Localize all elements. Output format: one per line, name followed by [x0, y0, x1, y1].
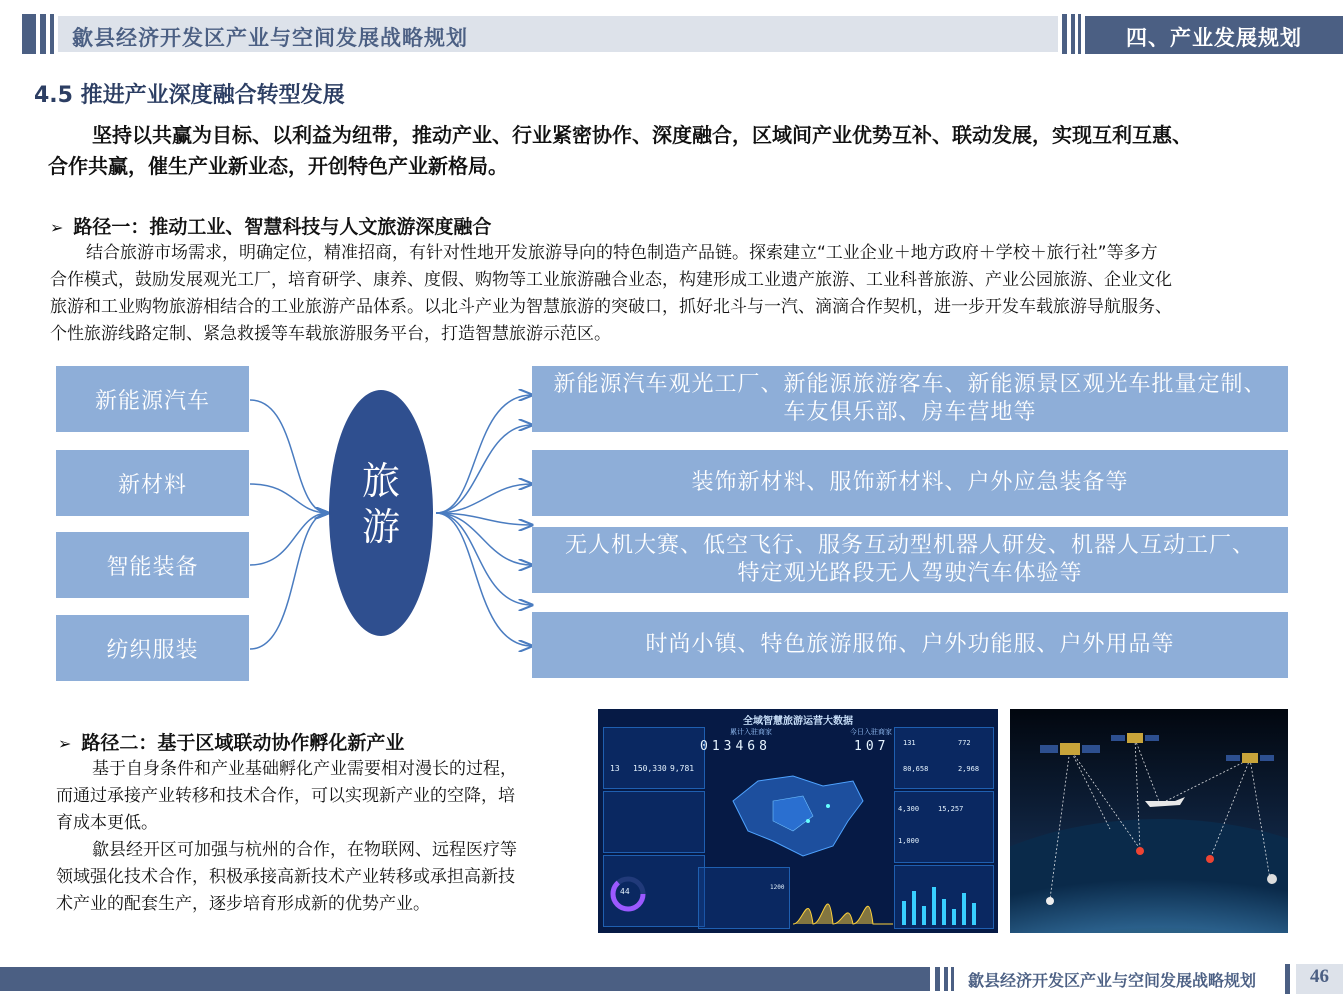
dashboard-title: 全域智慧旅游运营大数据: [743, 716, 853, 727]
header-stripe: [40, 14, 46, 54]
page-number: 46: [1310, 966, 1329, 987]
right-outcome-box: [532, 366, 1288, 432]
dashboard-stat: 150,330: [633, 764, 667, 773]
bullet-arrow-icon: ➢: [50, 218, 64, 237]
left-industry-box: 智能装备: [56, 532, 249, 598]
footer-stripe: [935, 967, 940, 991]
paragraph-line: 领域强化技术合作，积极承接高新技术产业转移或承担高新技: [56, 867, 515, 887]
route1-heading-text: 路径一：推动工业、智慧科技与人文旅游深度融合: [73, 216, 492, 238]
outcome-line: 特定观光路段无人驾驶汽车体验等: [737, 561, 1083, 586]
paragraph-line: 术产业的配套生产，逐步培育形成新的优势产业。: [56, 894, 430, 914]
paragraph-line: 结合旅游市场需求，明确定位，精准招商，有针对性地开发旅游导向的特色制造产品链。探索建立“工业企业＋地方政府＋学校＋旅行社”等多方: [86, 243, 1158, 263]
header-chapter-title: 四、产业发展规划: [1126, 26, 1302, 50]
paragraph-line: 而通过承接产业转移和技术合作，可以实现新产业的空降，培: [56, 786, 515, 806]
dashboard-stat: 1200: [770, 884, 785, 891]
paragraph-line: 歙县经开区可加强与杭州的合作，在物联网、远程医疗等: [92, 840, 517, 860]
intro-line: 坚持以共赢为目标、以利益为纽带，推动产业、行业紧密协作、深度融合，区域间产业优势互补、联动发展，实现互利互惠、: [92, 123, 1192, 147]
dashboard-gauge-value: 44: [620, 887, 630, 896]
paragraph-line: 个性旅游线路定制、紧急救援等车载旅游服务平台，打造智慧旅游示范区。: [50, 324, 611, 344]
route2-heading: [58, 728, 404, 755]
dashboard-stat: 15,257: [938, 805, 964, 813]
route2-heading-text: 路径二：基于区域联动协作孵化新产业: [81, 732, 405, 754]
dashboard-stat: 13: [610, 764, 620, 773]
dashboard-counter-label: 今日入驻商家: [850, 728, 892, 736]
route1-paragraph: [50, 240, 1300, 348]
dashboard-counter: 107: [854, 739, 890, 754]
outcome-line: 时尚小镇、特色旅游服饰、户外功能服、户外用品等: [645, 632, 1175, 657]
header-doc-title: 歙县经济开发区产业与空间发展战略规划: [72, 26, 468, 50]
dashboard-stat: 2,968: [958, 765, 980, 773]
paragraph-line: 合作模式，鼓励发展观光工厂，培育研学、康养、度假、购物等工业旅游融合业态，构建形成工业遗产旅游、工业科普旅游、产业公园旅游、企业文化: [50, 270, 1172, 290]
footer-stripe: [1285, 964, 1290, 994]
outcome-line: 无人机大赛、低空飞行、服务互动型机器人研发、机器人互动工厂、: [564, 533, 1255, 558]
left-industry-box: 纺织服装: [56, 615, 249, 681]
dashboard-panel: [894, 727, 994, 789]
dashboard-image: [598, 709, 998, 933]
satellite-image: [1010, 709, 1288, 933]
dashboard-stat: 772: [958, 739, 971, 747]
right-outcome-box: [532, 450, 1288, 516]
route2-paragraph: [56, 756, 576, 918]
footer-stripe: [944, 967, 948, 991]
header-stripe: [1071, 14, 1075, 54]
right-outcome-box: [532, 612, 1288, 678]
center-oval-label: [356, 458, 406, 550]
dashboard-stat: 9,781: [670, 764, 695, 773]
header-stripe: [22, 14, 36, 54]
dashboard-stat: 80,658: [903, 765, 929, 773]
left-industry-box: 新材料: [56, 450, 249, 516]
dashboard-counter: 013468: [700, 739, 771, 754]
center-oval-char: 游: [361, 505, 400, 549]
paragraph-line: 育成本更低。: [56, 813, 158, 833]
header-stripe: [1062, 14, 1067, 54]
header-stripe: [50, 14, 54, 54]
outcome-line: 装饰新材料、服饰新材料、户外应急装备等: [691, 470, 1129, 495]
satellite-illustration: [1010, 709, 1288, 933]
paragraph-line: 基于自身条件和产业基础孵化产业需要相对漫长的过程，: [92, 759, 517, 779]
route1-heading: [50, 212, 491, 239]
section-intro: [48, 120, 1298, 182]
dashboard-panel: [698, 867, 790, 929]
right-outcome-box: [532, 527, 1288, 593]
section-title: 4.5 推进产业深度融合转型发展: [34, 83, 345, 108]
footer-doc-title: 歙县经济开发区产业与空间发展战略规划: [968, 971, 1257, 990]
outcome-line: 新能源汽车观光工厂、新能源旅游客车、新能源景区观光车批量定制、: [553, 372, 1267, 397]
footer-stripe: [951, 967, 954, 991]
intro-line: 合作共赢，催生产业新业态，开创特色产业新格局。: [48, 154, 508, 178]
header-stripe: [1078, 14, 1081, 54]
dashboard-stat: 131: [903, 739, 916, 747]
bullet-arrow-icon: ➢: [58, 734, 72, 753]
dashboard-bar-chart: [898, 881, 988, 925]
footer-band: [0, 967, 930, 991]
dashboard-stat: 4,300: [898, 805, 920, 813]
dashboard-map: [713, 761, 873, 861]
paragraph-line: 旅游和工业购物旅游相结合的工业旅游产品体系。以北斗产业为智慧旅游的突破口，抓好北斗与一汽、滴滴合作契机，进一步开发车载旅游导航服务、: [50, 297, 1172, 317]
center-oval-char: 旅: [361, 459, 400, 503]
dashboard-area-chart: [793, 869, 893, 927]
dashboard-panel: [603, 727, 705, 789]
dashboard-stat: 1,000: [898, 837, 920, 845]
dashboard-counter-label: 累计入驻商家: [730, 728, 772, 736]
left-industry-box: 新能源汽车: [56, 366, 249, 432]
outcome-line: 车友俱乐部、房车营地等: [783, 400, 1037, 425]
dashboard-panel: [603, 791, 705, 853]
dashboard-panel: [894, 791, 994, 863]
